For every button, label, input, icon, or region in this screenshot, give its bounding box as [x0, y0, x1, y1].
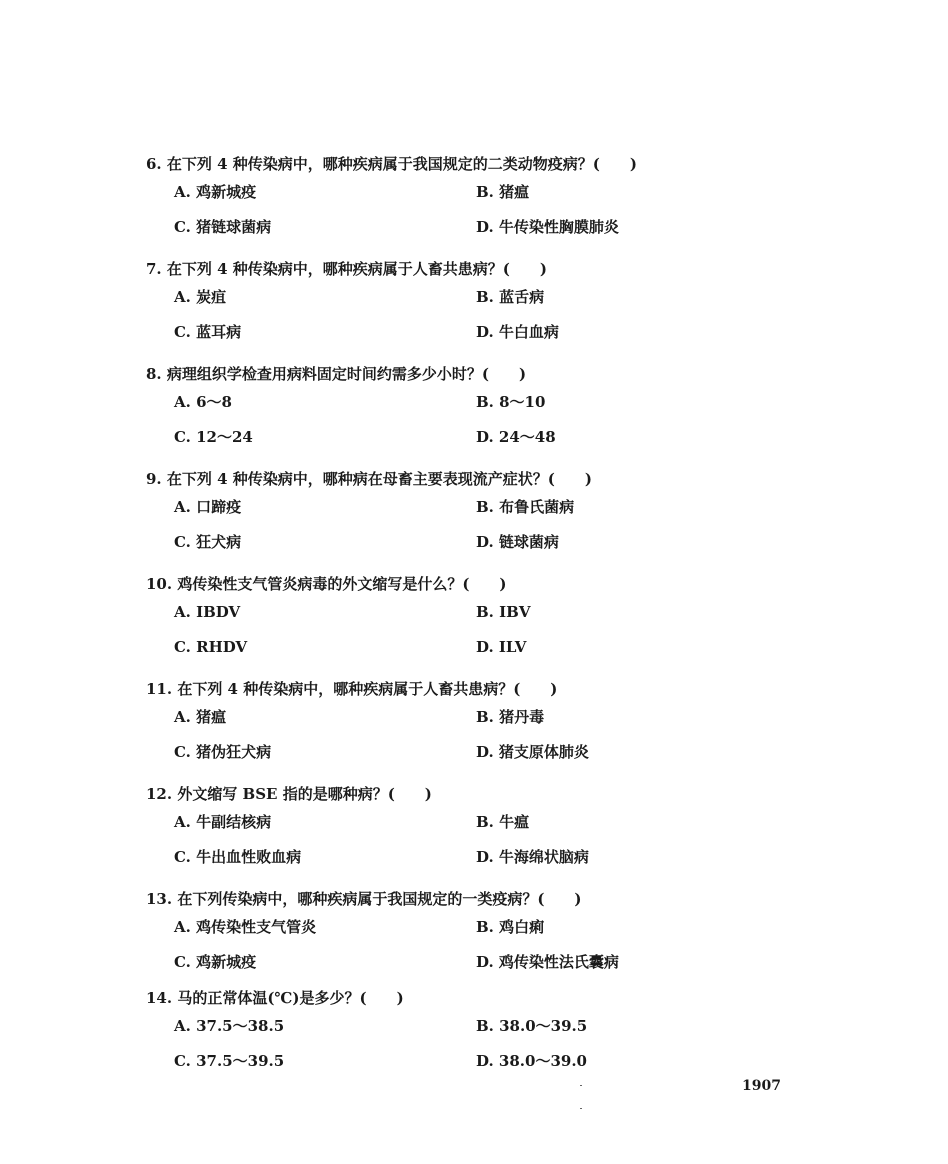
option-row [146, 209, 866, 244]
option-row [146, 944, 866, 979]
question-13 [146, 889, 866, 979]
option-row [146, 1008, 866, 1043]
option-b: B. 猪丹毒 [476, 708, 545, 726]
option-row [146, 524, 866, 559]
option-c: C. 12～24 [174, 428, 253, 446]
option-row [146, 734, 866, 769]
question-stem: 7. 在下列 4 种传染病中，哪种疾病属于人畜共患病？( ) [146, 260, 547, 278]
option-b: B. 蓝舌病 [476, 288, 545, 306]
option-c: C. 猪链球菌病 [174, 218, 272, 236]
option-row [146, 279, 866, 314]
question-9 [146, 469, 866, 559]
option-row [146, 629, 866, 664]
option-d: D. 牛传染性胸膜肺炎 [476, 218, 619, 236]
option-a: A. IBDV [174, 603, 241, 621]
question-stem: 9. 在下列 4 种传染病中，哪种病在母畜主要表现流产症状？( ) [146, 470, 592, 488]
option-row [146, 594, 866, 629]
option-d: D. 38.0～39.0 [476, 1052, 587, 1070]
option-row [146, 699, 866, 734]
option-row [146, 909, 866, 944]
option-b: B. 8～10 [476, 393, 546, 411]
question-stem: 8. 病理组织学检查用病料固定时间约需多少小时？( ) [146, 365, 527, 383]
option-d: D. 链球菌病 [476, 533, 559, 551]
option-row [146, 489, 866, 524]
option-a: A. 6～8 [174, 393, 232, 411]
option-c: C. 牛出血性败血病 [174, 848, 302, 866]
question-8 [146, 364, 866, 454]
option-row [146, 1043, 866, 1078]
option-b: B. 牛瘟 [476, 813, 530, 831]
option-row [146, 174, 866, 209]
option-d: D. 24～48 [476, 428, 556, 446]
option-a: A. 牛副结核病 [174, 813, 272, 831]
option-d: D. 鸡传染性法氏囊病 [476, 953, 619, 971]
option-d: D. ILV [476, 638, 527, 656]
option-b: B. 布鲁氏菌病 [476, 498, 575, 516]
question-stem: 14. 马的正常体温(℃)是多少？( ) [146, 989, 404, 1007]
option-b: B. 38.0～39.5 [476, 1017, 588, 1035]
question-stem: 11. 在下列 4 种传染病中，哪种疾病属于人畜共患病？( ) [146, 680, 558, 698]
question-stem: 13. 在下列传染病中，哪种疾病属于我国规定的一类疫病？( ) [146, 890, 582, 908]
scan-speck [580, 1108, 582, 1109]
option-row [146, 839, 866, 874]
option-d: D. 猪支原体肺炎 [476, 743, 589, 761]
option-c: C. RHDV [174, 638, 248, 656]
option-a: A. 猪瘟 [174, 708, 227, 726]
option-c: C. 猪伪狂犬病 [174, 743, 272, 761]
option-b: B. 鸡白痢 [476, 918, 545, 936]
page-number: 1907 [742, 1078, 781, 1094]
option-c: C. 狂犬病 [174, 533, 242, 551]
question-6 [146, 154, 866, 244]
option-a: A. 炭疽 [174, 288, 227, 306]
option-a: A. 口蹄疫 [174, 498, 242, 516]
question-14 [146, 988, 866, 1078]
question-stem: 12. 外文缩写 BSE 指的是哪种病？( ) [146, 785, 432, 803]
option-c: C. 蓝耳病 [174, 323, 242, 341]
option-a: A. 鸡新城疫 [174, 183, 257, 201]
question-10 [146, 574, 866, 664]
option-row [146, 384, 866, 419]
option-b: B. 猪瘟 [476, 183, 530, 201]
question-7 [146, 259, 866, 349]
question-11 [146, 679, 866, 769]
question-stem: 10. 鸡传染性支气管炎病毒的外文缩写是什么？( ) [146, 575, 507, 593]
scan-speck [580, 1085, 582, 1086]
option-d: D. 牛白血病 [476, 323, 559, 341]
option-c: C. 鸡新城疫 [174, 953, 257, 971]
option-c: C. 37.5～39.5 [174, 1052, 285, 1070]
option-d: D. 牛海绵状脑病 [476, 848, 589, 866]
question-stem: 6. 在下列 4 种传染病中，哪种疾病属于我国规定的二类动物疫病？( ) [146, 155, 637, 173]
option-a: A. 37.5～38.5 [174, 1017, 285, 1035]
option-row [146, 419, 866, 454]
option-row [146, 314, 866, 349]
option-a: A. 鸡传染性支气管炎 [174, 918, 317, 936]
option-row [146, 804, 866, 839]
option-b: B. IBV [476, 603, 531, 621]
question-12 [146, 784, 866, 874]
